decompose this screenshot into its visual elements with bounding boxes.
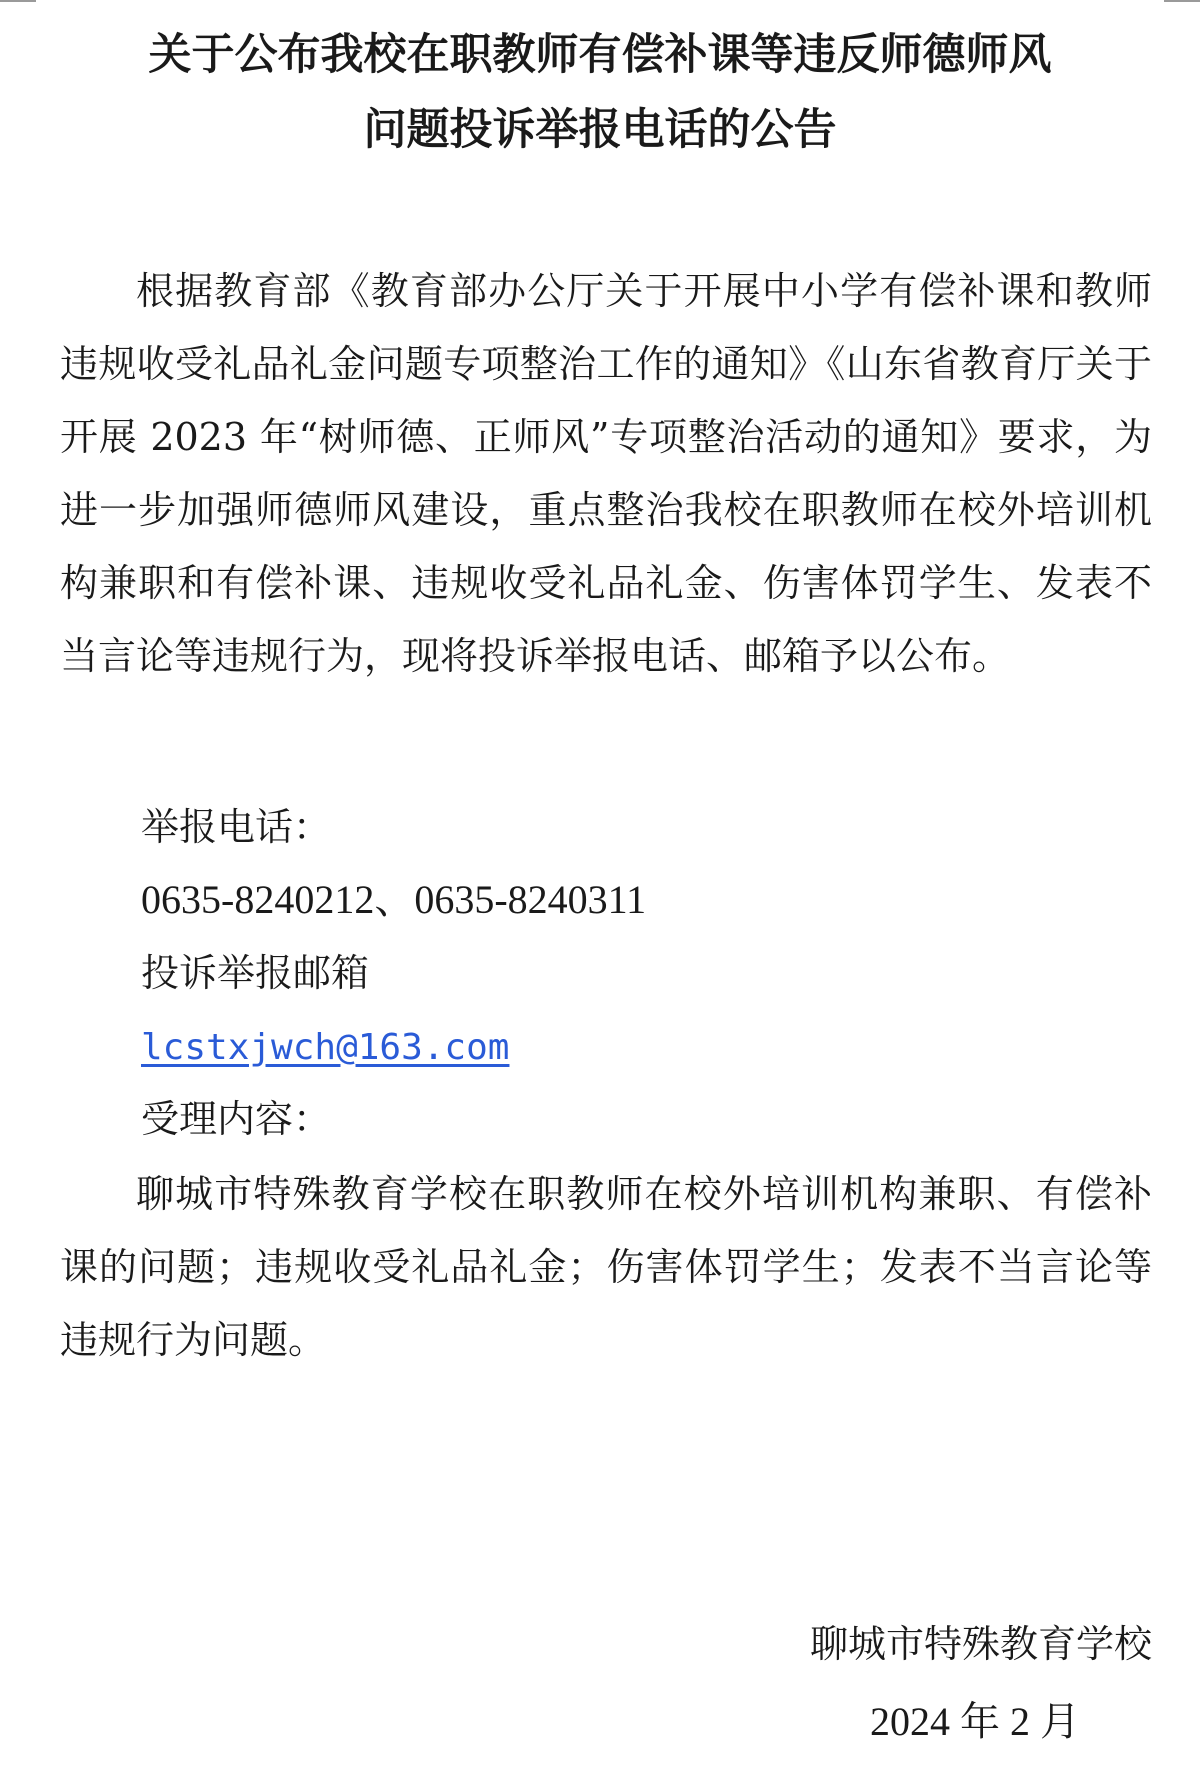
scope-label: 受理内容： bbox=[141, 1097, 332, 1141]
phone-label: 举报电话： bbox=[141, 805, 332, 849]
email-link[interactable]: lcstxjwch@163.com bbox=[141, 1027, 510, 1068]
scope-paragraph: 聊城市特殊教育学校在职教师在校外培训机构兼职、有偿补课的问题；违规收受礼品礼金；伤害体罚学生；发表不当言论等违规行为问题。 bbox=[60, 1172, 1152, 1362]
intro-paragraph: 根据教育部《教育部办公厅关于开展中小学有偿补课和教师违规收受礼品礼金问题专项整治工作的通知》《山东省教育厅关于开展 2023 年“树师德、正师风”专项整治活动的通知》要求，为进一步加强师德师风建设，重点整治我校在职教师在校外培训机构兼职和有偿补课、违规收受礼品礼金、伤害体罚学生、发表不当言论等违规行为，现将投诉举报电话、邮箱予以公布。 bbox=[60, 269, 1152, 678]
page-corner-mark-right bbox=[1164, 0, 1200, 2]
signature-date: 2024 年 2 月 bbox=[870, 1699, 1080, 1744]
phone-numbers: 0635-8240212、0635-8240311 bbox=[141, 877, 647, 922]
notice-title bbox=[60, 18, 1140, 168]
signature-organization: 聊城市特殊教育学校 bbox=[809, 1622, 1152, 1666]
email-label: 投诉举报邮箱 bbox=[141, 951, 370, 995]
notice-title-line1: 关于公布我校在职教师有偿补课等违反师德师风 bbox=[148, 30, 1052, 80]
email-line bbox=[141, 1024, 509, 1070]
page-corner-mark-left bbox=[0, 0, 36, 2]
notice-title-line2: 问题投诉举报电话的公告 bbox=[363, 105, 837, 155]
